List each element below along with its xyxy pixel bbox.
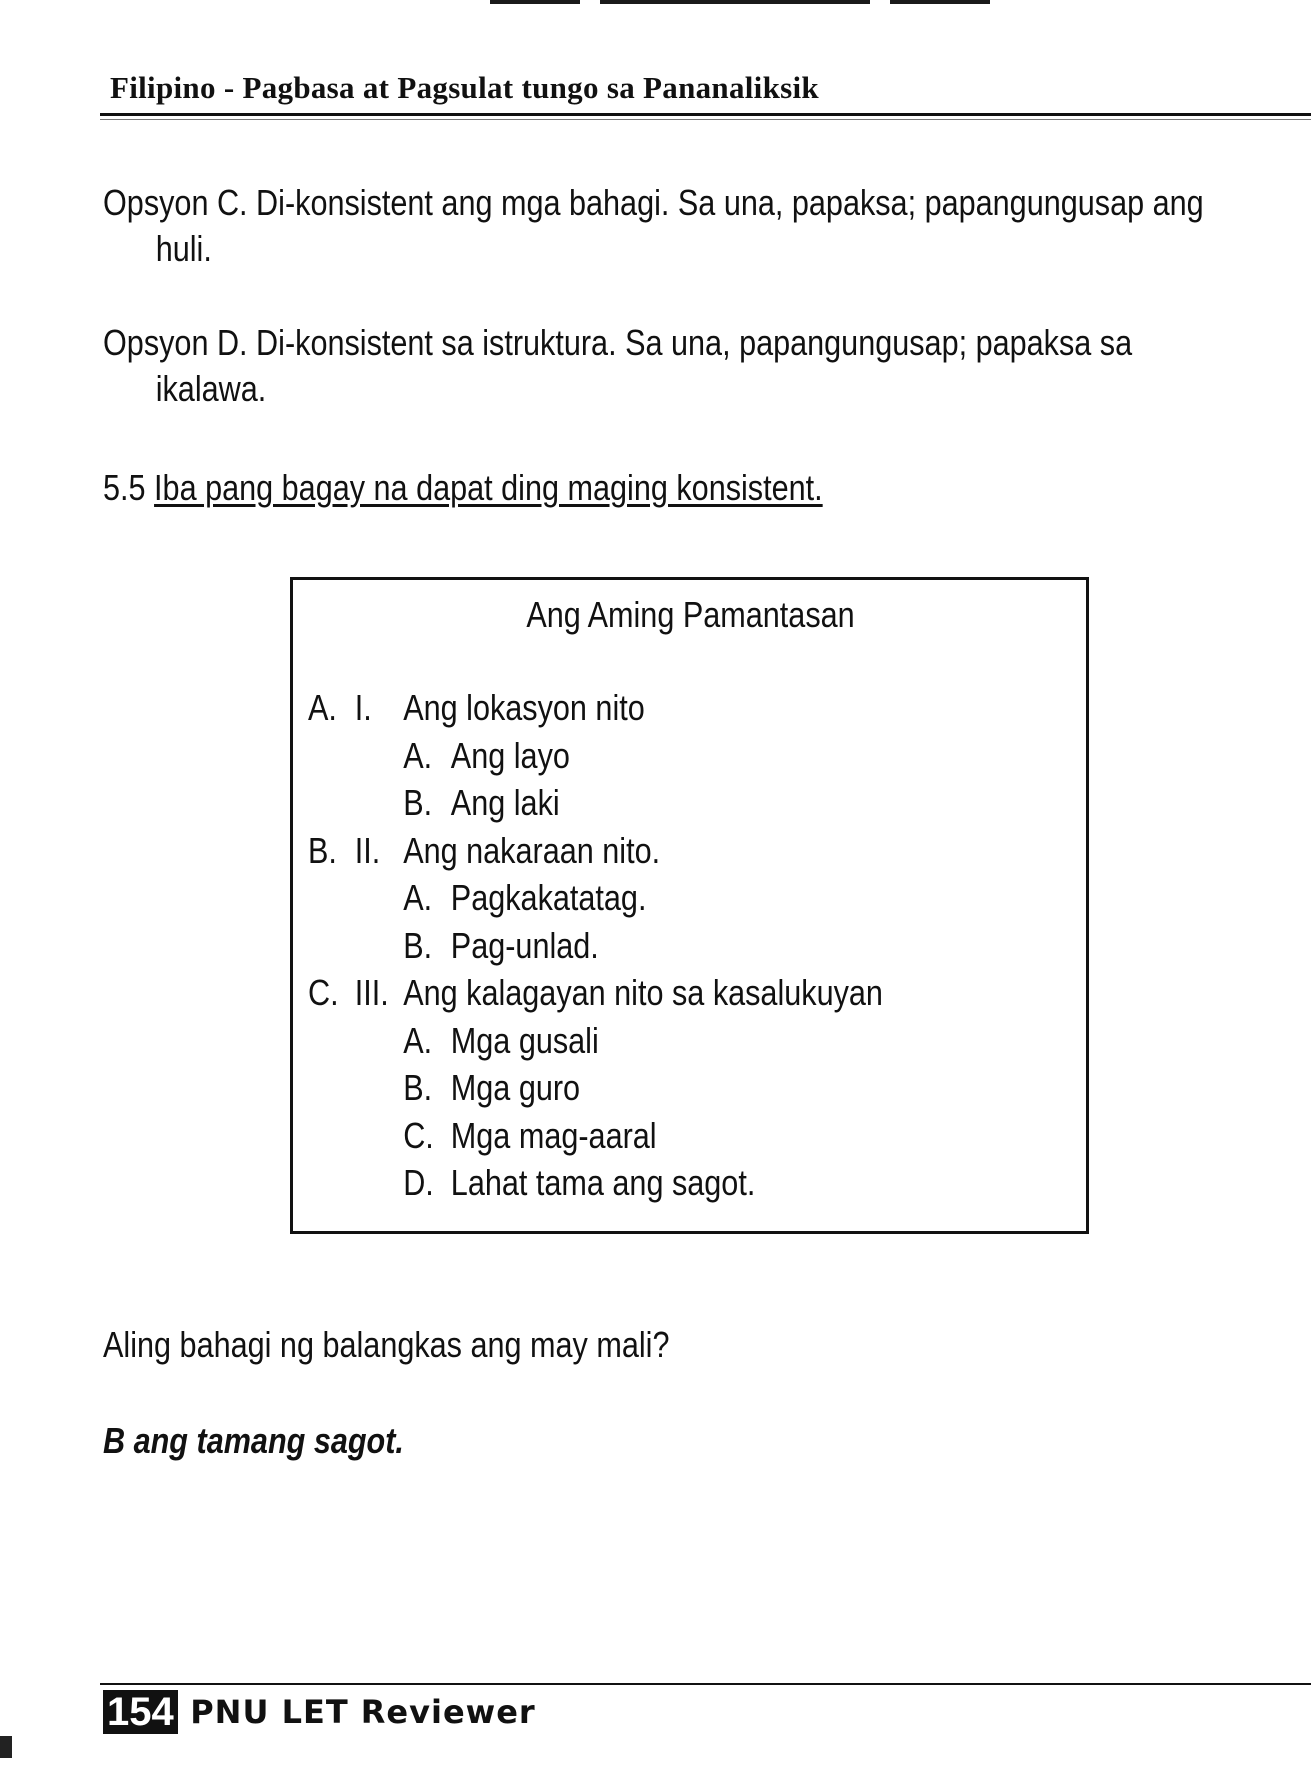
header-rule	[100, 113, 1311, 116]
outline-item-letter: C.	[308, 972, 339, 1013]
outline-sub-letter: A.	[403, 877, 433, 918]
section-number: 5.5	[103, 467, 146, 508]
outline-sub-letter: D.	[403, 1162, 434, 1203]
page-footer	[103, 1690, 536, 1734]
outline-item-text: Ang lokasyon nito	[403, 687, 645, 728]
footer-rule	[100, 1683, 1311, 1685]
outline-sub-text: Mga mag-aaral	[450, 1114, 657, 1156]
outline-item-text: Ang kalagayan nito sa kasalukuyan	[403, 972, 883, 1013]
outline-sub-text: Ang laki	[450, 782, 560, 823]
outline-sub-text: Ang layo	[450, 734, 570, 776]
option-c-paragraph	[103, 180, 1204, 272]
outline-sub-text: Pag-unlad.	[450, 924, 599, 966]
outline-sub-letter: A.	[403, 734, 433, 776]
option-d-line2: ikalawa.	[155, 368, 267, 409]
outline-sub-letter: C.	[403, 1114, 434, 1156]
outline-sub-letter: B.	[403, 782, 433, 823]
running-header-title: Filipino - Pagbasa at Pagsulat tungo sa Pananaliksik	[110, 70, 819, 105]
page-number: 154	[103, 1690, 178, 1734]
option-c-line1: Opsyon C. Di-konsistent ang mga bahagi. Sa una, papaksa; papangungusap ang	[103, 182, 1204, 223]
outline-sub-letter: B.	[403, 924, 433, 966]
outline-item-roman: II.	[354, 829, 381, 871]
outline-sub-letter: B.	[403, 1067, 433, 1108]
scan-corner-mark	[0, 1736, 12, 1758]
question-text: Aling bahagi ng balangkas ang may mali?	[103, 1324, 670, 1365]
outline-box	[290, 577, 1089, 1234]
scan-artifact-marks	[480, 0, 1311, 6]
outline-sub-text: Pagkakatatag.	[450, 877, 647, 918]
outline-item-letter: A.	[308, 687, 337, 728]
section-title: Iba pang bagay na dapat ding maging konsistent.	[154, 467, 823, 508]
footer-label: PNU LET Reviewer	[190, 1693, 536, 1731]
outline-item-roman: III.	[354, 972, 389, 1013]
section-heading	[103, 465, 823, 511]
option-c-line2: huli.	[155, 228, 212, 269]
outline-sub-text: Lahat tama ang sagot.	[450, 1162, 756, 1203]
header-rule-thin	[100, 119, 1311, 120]
outline-item-letter: B.	[308, 829, 337, 871]
outline-sub-letter: A.	[403, 1019, 433, 1061]
outline-item-text: Ang nakaraan nito.	[403, 829, 661, 871]
option-d-line1: Opsyon D. Di-konsistent sa istruktura. Sa una, papangungusap; papaksa sa	[103, 322, 1133, 363]
outline-title: Ang Aming Pamantasan	[526, 594, 855, 635]
option-d-paragraph	[103, 320, 1133, 412]
outline-item-roman: I.	[354, 687, 372, 728]
outline-sub-text: Mga gusali	[450, 1019, 599, 1061]
outline-sub-text: Mga guro	[450, 1067, 581, 1108]
answer-text: B ang tamang sagot.	[103, 1420, 404, 1461]
